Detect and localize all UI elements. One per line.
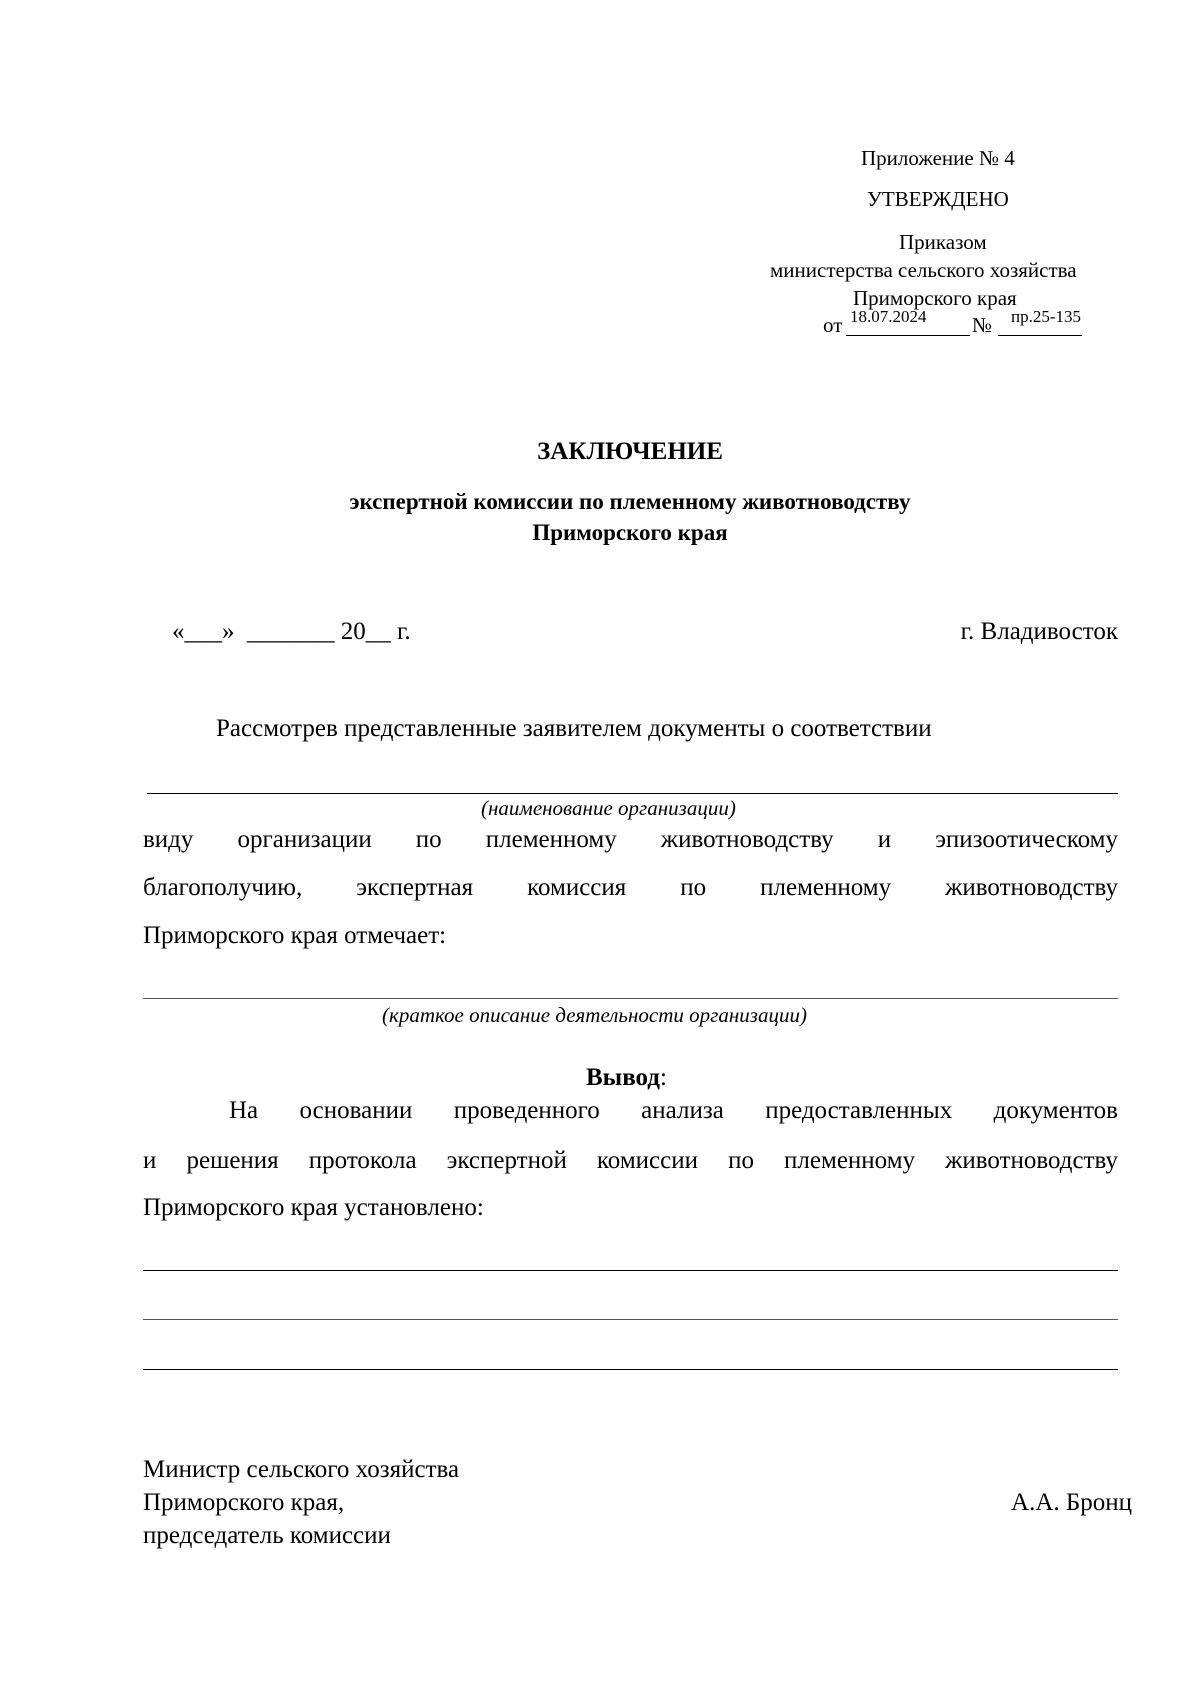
- signatory-position-line-1: Министр сельского хозяйства: [143, 1456, 460, 1483]
- conclusion-line-2: и решения протокола экспертной комиссии по племенному животноводству: [143, 1147, 1118, 1174]
- conclusion-date-template: «___» _______ 20__ г.: [172, 618, 411, 645]
- signatory-position-line-3: председатель комиссии: [143, 1522, 391, 1549]
- order-date-prefix: от: [823, 313, 843, 337]
- result-line-3: [143, 1369, 1118, 1370]
- activity-description-hint: (краткое описание деятельности организации): [382, 1003, 807, 1027]
- ministry-label: министерства сельского хозяйства: [770, 258, 1077, 282]
- order-number-underline: [998, 335, 1082, 336]
- order-date-value: 18.07.2024: [850, 307, 927, 326]
- appendix-label: Приложение № 4: [861, 146, 1015, 170]
- signatory-position-line-2: Приморского края,: [143, 1489, 345, 1516]
- order-number-prefix: №: [972, 313, 993, 337]
- document-title: ЗАКЛЮЧЕНИЕ: [537, 438, 723, 465]
- region-label: Приморского края: [853, 286, 1017, 310]
- activity-description-line: [143, 998, 1118, 999]
- organization-name-line: [147, 793, 1118, 794]
- conclusion-heading-colon: :: [659, 1064, 667, 1091]
- order-date-underline: [846, 335, 970, 336]
- review-intro-text: Рассмотрев представленные заявителем документы о соответствии: [216, 715, 932, 742]
- approved-stamp-label: УТВЕРЖДЕНО: [867, 187, 1009, 211]
- order-label: Приказом: [899, 230, 987, 254]
- conclusion-heading-text: Вывод: [586, 1064, 660, 1091]
- conclusion-line-3: Приморского края установлено:: [143, 1194, 484, 1221]
- result-line-1: [143, 1270, 1118, 1271]
- conclusion-heading: [586, 1064, 667, 1092]
- signatory-name: А.А. Бронц: [1011, 1489, 1132, 1516]
- conclusion-line-1: На основании проведенного анализа предоставленных документов: [229, 1097, 1118, 1124]
- review-body-line-1: виду организации по племенному животноводству и эпизоотическому: [143, 826, 1118, 853]
- document-subtitle-line2: Приморского края: [532, 520, 728, 545]
- result-line-2: [143, 1319, 1118, 1320]
- document-subtitle-line1: экспертной комиссии по племенному животноводству: [349, 489, 911, 514]
- review-body-line-3: Приморского края отмечает:: [143, 922, 447, 949]
- organization-name-hint: (наименование организации): [481, 796, 736, 820]
- order-number-value: пр.25-135: [1011, 307, 1082, 326]
- city-label: г. Владивосток: [960, 618, 1118, 645]
- review-body-line-2: благополучию, экспертная комиссия по племенному животноводству: [143, 874, 1118, 901]
